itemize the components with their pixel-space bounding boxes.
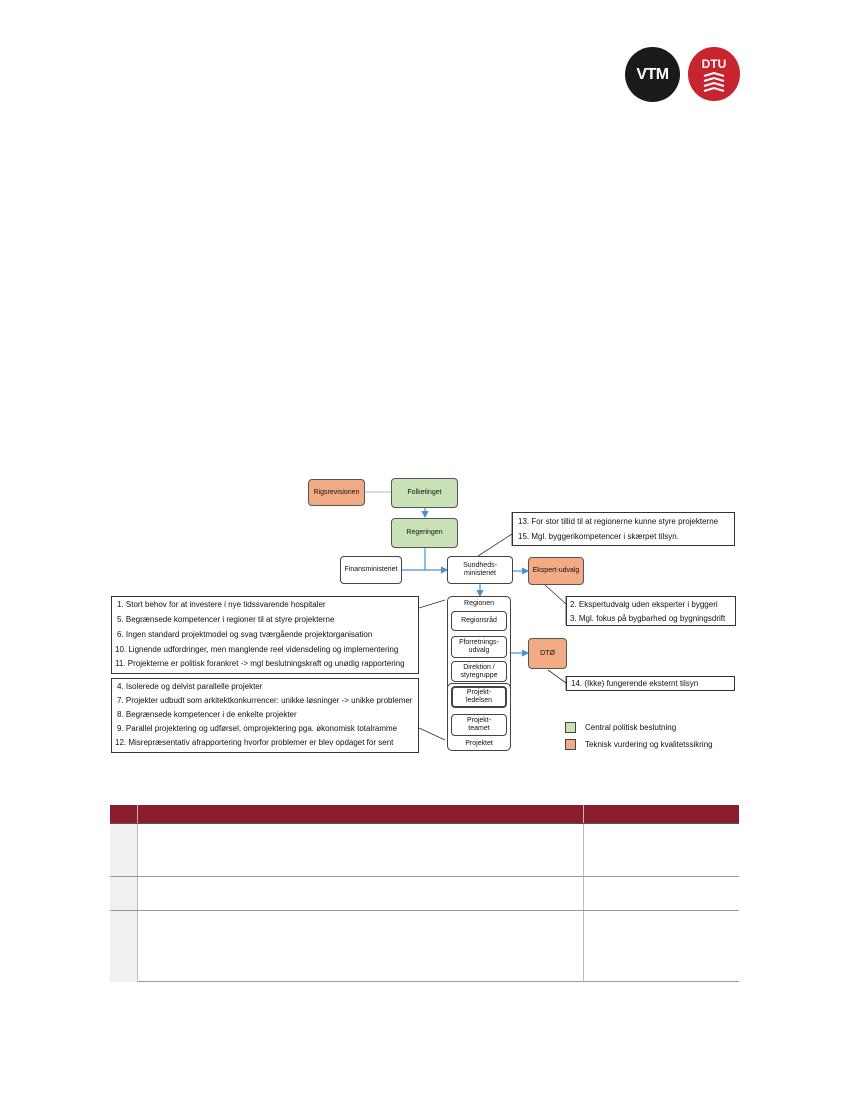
- legend-green-label: Central politisk beslutning: [585, 723, 677, 732]
- node-projektet: Projektet: [465, 740, 493, 747]
- issue-8: 8. Begrænsede kompetencer i de enkelte projekter: [117, 710, 297, 719]
- issue-2: 2. Ekspertudvalg uden eksperter i byggeri: [570, 600, 718, 609]
- node-ekspert-udvalg: Ekspert-udvalg: [528, 557, 584, 585]
- table-row-gutter: [110, 823, 137, 982]
- issues-project-box: [111, 678, 419, 753]
- callout-sundhed: [478, 534, 512, 556]
- node-projektteamet: Projekt- teamet: [451, 714, 507, 736]
- node-sundhedsministeriet: Sundheds- ministeriet: [447, 556, 513, 584]
- table-col-divider-1: [137, 805, 138, 982]
- node-regionen: Regionen: [464, 600, 494, 607]
- callout-ekspert: [545, 585, 566, 604]
- node-dto: DTØ: [528, 638, 567, 669]
- issue-11: 11. Projekterne er politisk forankret -> mgl beslutningskraft og unødig rapportering: [115, 659, 405, 668]
- node-forretningsudvalg: Fforretnings- udvalg: [451, 636, 507, 658]
- node-direktion: Direktion / styregruppe: [451, 661, 507, 682]
- table-row-divider-2: [110, 910, 739, 911]
- callout-region-issues: [419, 600, 445, 608]
- node-regionsraad: Regionsråd: [451, 611, 507, 631]
- empty-table: [110, 805, 739, 982]
- issue-4: 4. Isolerede og delvist parallelle projekter: [117, 682, 263, 691]
- issues-dto-box: [566, 676, 735, 691]
- node-rigsrevisionen: Rigsrevisionen: [308, 479, 365, 506]
- issue-10: 10. Lignende udfordringer, men manglende reel vidensdeling og implementering: [115, 645, 399, 654]
- table-col-divider-2: [583, 805, 584, 982]
- node-folketinget: Folketinget: [391, 478, 458, 508]
- issue-1: 1. Stort behov for at investere i nye tidssvarende hospitaler: [117, 600, 326, 609]
- issue-5: 5. Begrænsede kompetencer i regioner til at styre projekterne: [117, 615, 335, 624]
- legend-orange-label: Teknisk vurdering og kvalitetssikring: [585, 740, 713, 749]
- issue-13: 13. For stor tillid til at regionerne kunne styre projekterne: [518, 517, 719, 526]
- legend-green-swatch: [565, 722, 576, 733]
- issues-ekspert-box: [566, 596, 736, 626]
- callout-project-issues: [419, 728, 445, 740]
- issue-15: 15. Mgl. byggerikompetencer i skærpet tilsyn.: [518, 532, 679, 541]
- legend-orange-swatch: [565, 739, 576, 750]
- issues-region-box: [111, 596, 419, 674]
- issue-12: 12. Misrepræsentativ afrapportering hvorfor problemer er blev opdaget for sent: [115, 738, 394, 747]
- table-header: [110, 805, 739, 823]
- node-regeringen: Regeringen: [391, 518, 458, 548]
- vtm-logo-text: VTM: [636, 65, 669, 83]
- callout-dto: [548, 670, 566, 683]
- node-finansministeriet: Finansministeriet: [340, 556, 402, 584]
- issues-sundhed-box: [512, 512, 735, 546]
- node-projektledelsen: Projekt- ledelsen: [451, 686, 507, 708]
- issue-3: 3. Mgl. fokus på bygbarhed og bygningsdrift: [570, 614, 726, 623]
- issue-14: 14. (Ikke) fungerende eksternt tilsyn: [571, 679, 699, 688]
- issue-9: 9. Parallel projektering og udførsel, omprojektering pga. økonomisk totalramme: [117, 724, 398, 733]
- issue-7: 7. Projekter udbudt som arkitektkonkurrencer: unikke løsninger -> unikke problemer: [117, 696, 413, 705]
- table-row-divider-0: [110, 823, 739, 824]
- issue-6: 6. Ingen standard projektmodel og svag tværgående projektorganisation: [117, 630, 373, 639]
- table-row-divider-1: [110, 876, 739, 877]
- dtu-logo-text: DTU: [701, 57, 727, 71]
